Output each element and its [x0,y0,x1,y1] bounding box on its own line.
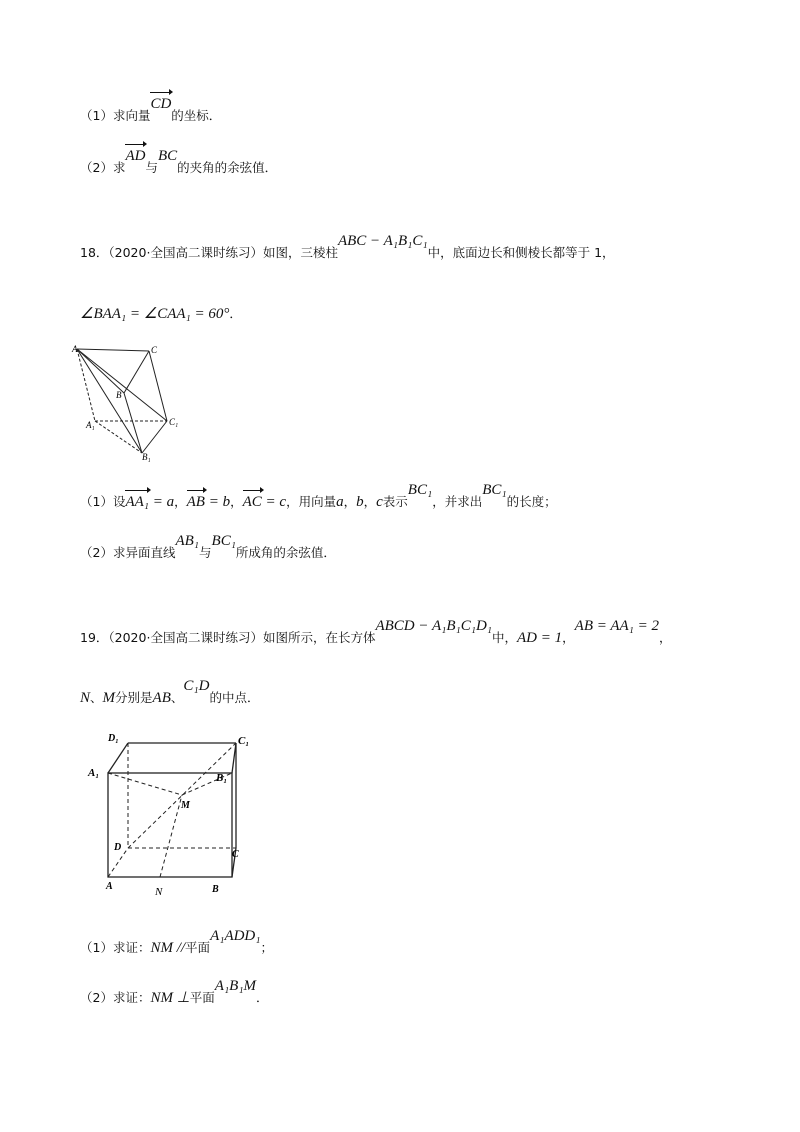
point-n: N [80,690,91,706]
text-length: 的长度； [506,494,557,509]
q17-p2-with: 与 [145,160,158,175]
q18-tail: 中，底面边长和侧棱长都等于 1， [427,245,615,260]
plane-a1b1m: A₁B₁M [214,978,257,994]
eq-c: = c [261,494,287,510]
q18-p2-suffix: 所成角的余弦值． [235,545,336,560]
vec-b: b [356,494,364,510]
label-d: D [114,842,122,853]
line-nm: NM [150,940,173,956]
q19-stem [80,618,672,649]
text-midpoints: 的中点． [209,690,260,705]
line-ab1: AB₁ [175,533,200,549]
q18-source: （2020·全国高二课时练习）如图，三棱柱 [108,245,338,260]
q19-box: ABCD − A₁B₁C₁D₁ [375,618,492,634]
segment-c1d: C₁D [183,678,210,694]
line-nm: NM [150,990,173,1006]
q19-part1 [80,928,273,959]
perpendicular-symbol: ⊥ [172,990,190,1006]
label-b: B [116,390,122,400]
vector-cd: CD [150,96,172,112]
label-b1: B₁ [216,772,228,784]
separator: 、 [170,690,184,705]
separator: 、 [90,690,103,705]
q17-p2-suffix: 的夹角的余弦值． [177,160,278,175]
label-a: A [106,881,113,892]
label-a1: A₁ [86,420,95,430]
plane-a1add1: A₁ADD₁ [210,928,261,944]
q18-p1-prefix: （1）设 [80,494,126,509]
q19-midpoints [80,678,260,709]
vector-ad: AD [125,148,146,164]
q19-eq2: AB = AA₁ = 2 [574,618,659,634]
q18-part2 [80,533,336,564]
vec-bc1: BC₁ [407,482,433,498]
label-b1: B₁ [142,452,151,462]
line-bc1: BC₁ [211,533,236,549]
q19-part2 [80,978,269,1009]
label-c: C [232,849,239,860]
q19-mid: 中， [492,630,518,645]
q19-source: （2020·全国高二课时练习）如图所示，在长方体 [108,630,376,645]
comma: ， [562,630,575,645]
q18-p2-with: 与 [199,545,212,560]
eq-b: = b [204,494,231,510]
triangular-prism-figure [70,342,190,464]
parallel-symbol: // [172,940,186,956]
label-c1: C₁ [169,417,179,427]
comma: ， [659,630,672,645]
text-use-vectors: ，用向量 [286,494,337,509]
semicolon: ； [260,940,273,955]
q17-part2 [80,148,278,179]
q17-part1 [80,96,222,127]
label-c1: C₁ [238,735,250,747]
comma: ， [363,494,377,509]
segment-ab: AB [152,690,171,706]
text-express: 表示 [382,494,408,509]
vec-a: a [336,494,344,510]
label-d1: D₁ [108,733,119,744]
point-m: M [102,690,116,706]
cuboid-figure [86,728,256,900]
q19-eq1: AD = 1 [517,630,563,646]
q18-angle-line [80,304,242,325]
text-plane: 平面 [189,990,215,1005]
eq-a: = a [149,494,175,510]
comma: ， [343,494,357,509]
q18-part1 [80,482,557,513]
q17-p1-prefix: （1）求向量 [80,108,151,123]
comma: ， [174,494,187,509]
label-m: M [181,800,190,811]
q18-number: 18． [80,245,109,260]
q18-prism: ABC − A₁B₁C₁ [337,233,428,249]
segment-bc1: BC₁ [482,482,507,498]
period: ． [256,990,269,1005]
q19-number: 19． [80,630,109,645]
comma: ， [230,494,243,509]
q18-stem [80,233,615,264]
label-n: N [155,886,163,898]
label-b: B [212,884,219,895]
label-a: A [72,344,78,354]
vector-ac: AC [242,494,262,510]
q17-p1-suffix: 的坐标． [171,108,222,123]
vector-aa1: AA₁ [125,494,149,510]
text-plane: 平面 [185,940,211,955]
label-c: C [151,345,158,355]
vector-ab: AB [186,494,205,510]
vector-bc: BC [157,148,178,164]
text-respectively: 分别是 [115,690,153,705]
q18-p2-prefix: （2）求异面直线 [80,545,176,560]
q19-p2-prefix: （2）求证： [80,990,151,1005]
q18-angle: ∠BAA₁ = ∠CAA₁ = 60° [80,306,230,322]
q18-angle-end: ． [229,306,242,321]
q17-p2-prefix: （2）求 [80,160,126,175]
label-a1: A₁ [88,767,100,779]
q19-p1-prefix: （1）求证： [80,940,151,955]
vec-c: c [376,494,383,510]
text-and-find: ，并求出 [432,494,483,509]
